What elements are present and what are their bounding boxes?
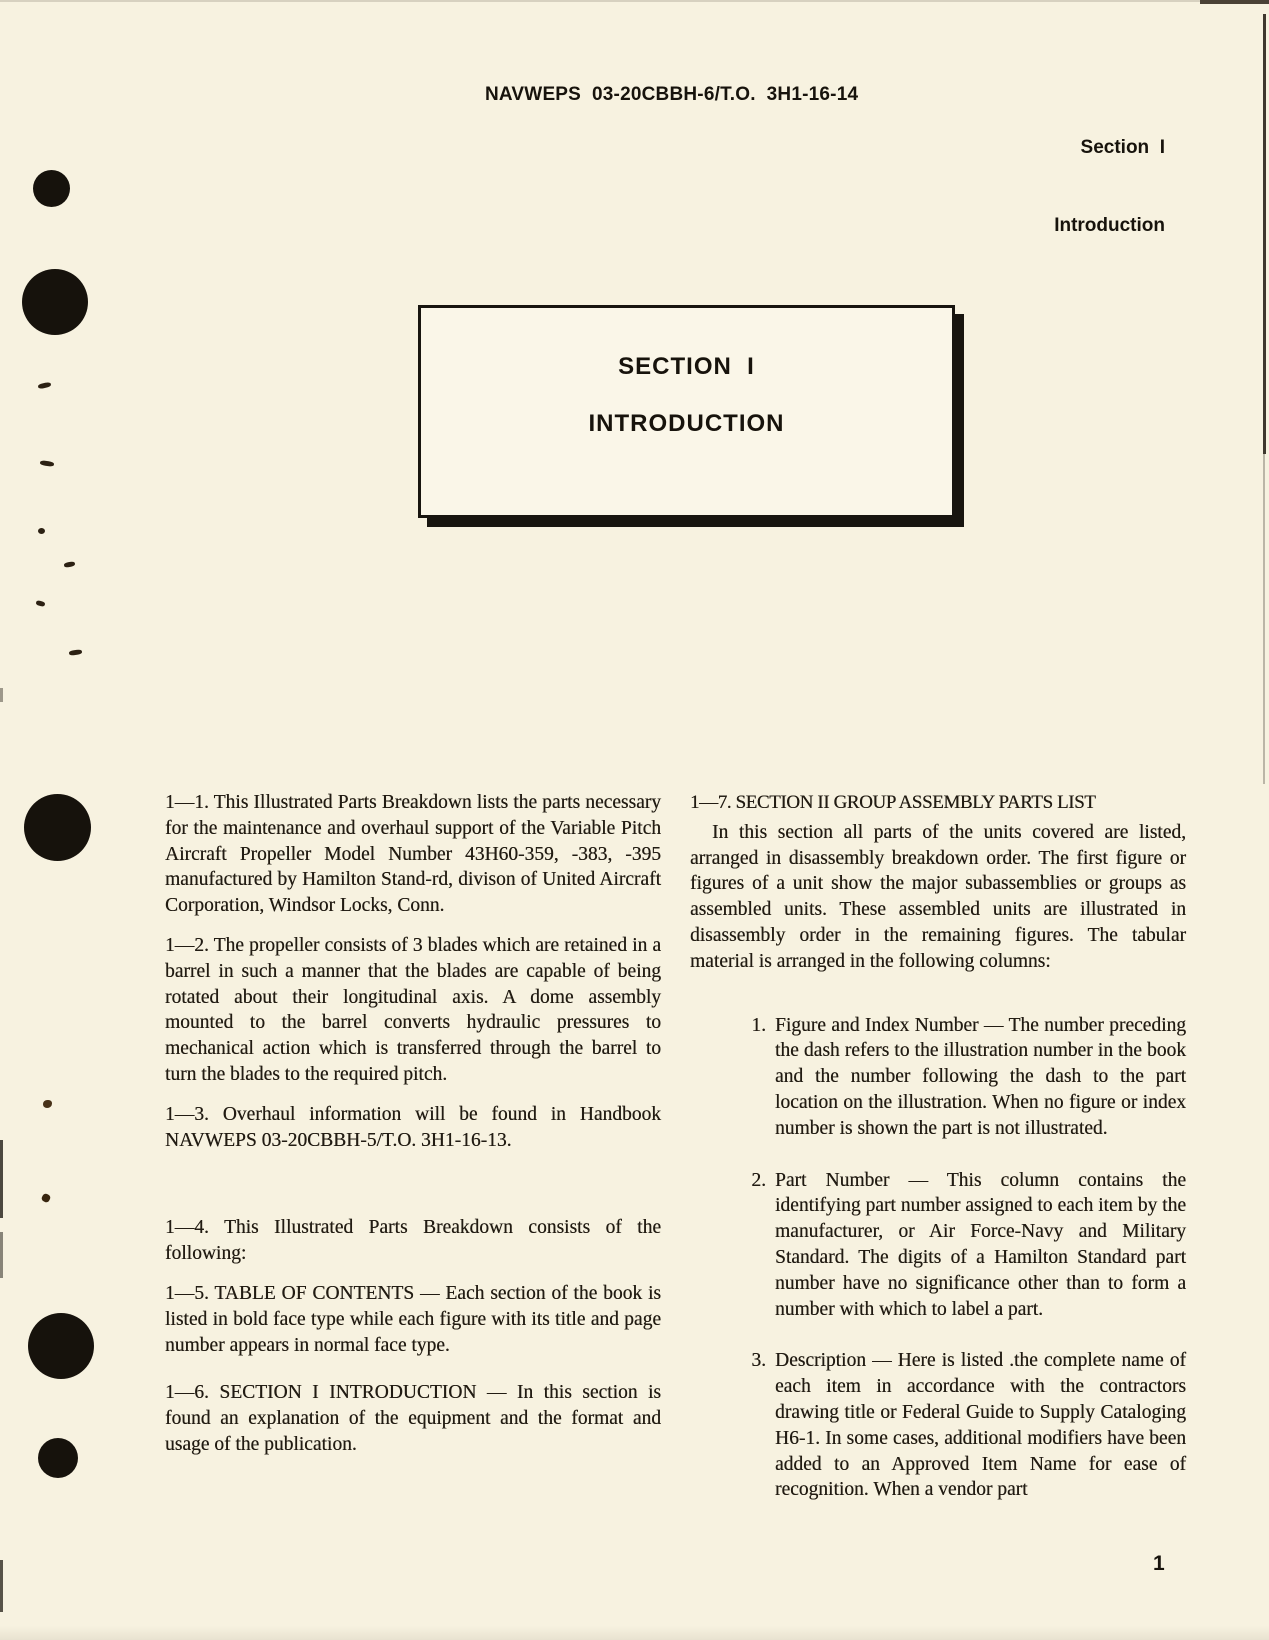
column-description-list xyxy=(690,1013,1186,1504)
paragraph-1-1: 1—1. This Illustrated Parts Breakdown lists the parts necessary for the maintenance and overhaul support of the Variable Pitch Aircraft Propeller Model Number 43H60-359, -383, -395 manufactured by Hamilton Stand-rd, divison of United Aircraft Corporation, Windsor Locks, Conn. xyxy=(165,792,661,917)
scan-edge-right-faint xyxy=(1263,454,1265,784)
paragraph-1-2: 1—2. The propeller consists of 3 blades which are retained in a barrel in such a manner that the blades are capable of being rotated about their longitudinal axis. A dome assembly mounted to the barrel converts hydraulic pressures to mechanical action which is transferred through the barrel to turn the blades to the required pitch. xyxy=(165,934,661,1085)
section-subtitle: INTRODUCTION xyxy=(588,410,785,437)
list-item-number: 1. xyxy=(751,1014,766,1036)
scan-edge-left-sliver xyxy=(0,1560,3,1612)
ink-speck xyxy=(69,649,83,656)
scan-edge-top xyxy=(0,0,1269,2)
list-item-number: 3. xyxy=(751,1350,766,1372)
list-item-number: 2. xyxy=(751,1169,766,1191)
scan-edge-right xyxy=(1263,14,1266,454)
body-columns xyxy=(165,790,1187,1529)
page-number: 1 xyxy=(1153,1552,1165,1575)
binder-hole-dot xyxy=(38,1438,78,1478)
scan-edge-left-sliver xyxy=(0,688,3,702)
ink-speck xyxy=(43,1100,52,1108)
list-item xyxy=(742,1013,1186,1142)
binder-hole-dot xyxy=(24,794,91,861)
section-title-box xyxy=(418,305,955,518)
paragraph-1-3: 1—3. Overhaul information will be found in Handbook NAVWEPS 03-20CBBH-5/T.O. 3H1-16-13. xyxy=(165,1103,661,1151)
list-item-text: Part Number — This column contains the identifying part number assigned to each item by the manufacturer, or Air Force-Navy and Military Standard. The digits of a Hamilton Standard part number have no significance other than to form a number with which to label a part. xyxy=(775,1169,1186,1320)
left-column xyxy=(165,790,661,1529)
list-item-text: Figure and Index Number — The number preceding the dash refers to the illustration number in the book and the number following the dash to the part location on the illustration. When no figure or index number is shown the part is not illustrated. xyxy=(775,1014,1186,1139)
scan-edge-left-sliver xyxy=(0,1140,3,1218)
ink-speck xyxy=(38,382,52,390)
paragraph-1-5: 1—5. TABLE OF CONTENTS — Each section of the book is listed in bold face type while each figure with its title and page number appears in normal face type. xyxy=(165,1282,661,1356)
paragraph-1-6: 1—6. SECTION I INTRODUCTION — In this section is found an explanation of the equipment and the format and usage of the publication. xyxy=(165,1382,661,1455)
paragraph-1-7-heading: 1—7. SECTION II GROUP ASSEMBLY PARTS LIST xyxy=(690,792,1096,813)
ink-speck xyxy=(40,460,55,467)
scan-edge-bottom xyxy=(0,1626,1269,1640)
binder-hole-dot xyxy=(33,170,70,207)
header-section-sublabel: Introduction xyxy=(1054,215,1165,236)
paragraph-1-4: 1—4. This Illustrated Parts Breakdown consists of the following: xyxy=(165,1217,661,1265)
ink-speck xyxy=(38,528,45,534)
list-item-text: Description — Here is listed .the complete name of each item in accordance with the contractors drawing title or Federal Guide to Supply Cataloging H6-1. In some cases, additional modifiers have been added to an Approved Item Name for ease of recognition. When a vendor part xyxy=(775,1350,1186,1501)
scan-edge-top-right xyxy=(1200,0,1269,4)
header-doc-number: NAVWEPS 03-20CBBH-6/T.O. 3H1-16-14 xyxy=(485,84,859,105)
binder-hole-dot xyxy=(28,1313,94,1379)
scan-edge-left-sliver xyxy=(0,1232,3,1278)
list-item xyxy=(742,1168,1186,1323)
header-section-ref xyxy=(1054,83,1165,291)
ink-speck xyxy=(41,1193,52,1204)
right-column xyxy=(690,790,1186,1529)
header-section-label: Section I xyxy=(1080,137,1165,158)
binder-hole-dot xyxy=(22,269,88,335)
ink-speck xyxy=(36,600,46,607)
section-title: SECTION I xyxy=(618,353,755,380)
paragraph-1-7-body: In this section all parts of the units covered are listed, arranged in disassembly breakdown order. The first figure or figures of a unit show the major subassemblies or groups as assembled units. These assembled units are illustrated in disassembly order in the remaining figures. The tabular material is arranged in the following columns: xyxy=(690,821,1186,972)
ink-speck xyxy=(64,561,76,568)
list-item xyxy=(742,1348,1186,1503)
